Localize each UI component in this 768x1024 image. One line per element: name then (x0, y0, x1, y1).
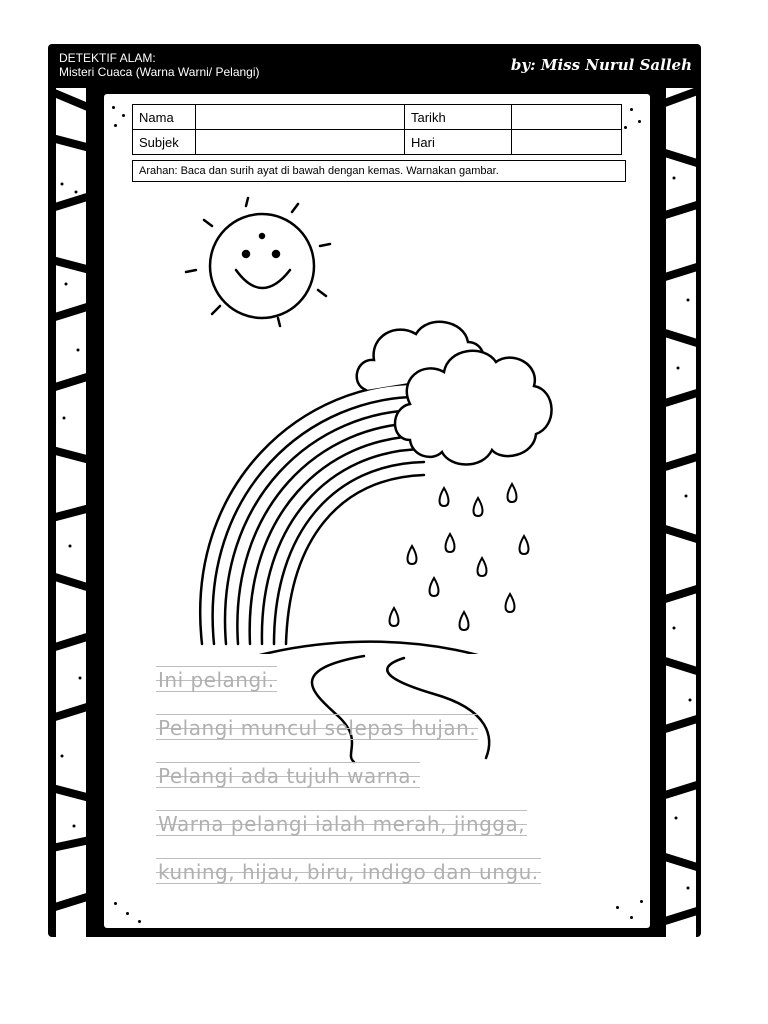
header-left (59, 51, 260, 79)
subjek-field[interactable] (196, 130, 405, 155)
rainbow-icon (200, 384, 424, 644)
decor-dot (114, 902, 117, 905)
decor-dot (112, 106, 115, 109)
worksheet-paper (104, 94, 650, 928)
hill-icon (190, 642, 544, 654)
tarikh-field[interactable] (512, 105, 622, 130)
decor-dot (138, 920, 141, 923)
tarikh-label: Tarikh (405, 105, 512, 130)
decor-dot (630, 108, 633, 111)
left-border-stripes (56, 88, 86, 937)
right-border-stripes (666, 88, 696, 937)
author-credit: by: Miss Nurul Salleh (510, 56, 692, 74)
path-icon (312, 656, 489, 762)
tracing-line-4: Warna pelangi ialah merah, jingga, (158, 812, 526, 836)
decor-dot (126, 912, 129, 915)
rainbow-illustration (104, 194, 650, 654)
subjek-label: Subjek (133, 130, 196, 155)
decor-dot (638, 120, 641, 123)
worksheet-subtitle: Misteri Cuaca (Warna Warni/ Pelangi) (59, 65, 260, 79)
instruction-box: Arahan: Baca dan surih ayat di bawah dengan kemas. Warnakan gambar. (132, 160, 626, 182)
decor-dot (640, 900, 643, 903)
sun-icon (186, 198, 330, 326)
nama-label: Nama (133, 105, 196, 130)
decor-dot (114, 124, 117, 127)
raindrop-icon (390, 484, 529, 630)
worksheet-title: DETEKTIF ALAM: (59, 51, 156, 65)
hari-field[interactable] (512, 130, 622, 155)
decor-dot (624, 126, 627, 129)
tracing-line-5: kuning, hijau, biru, indigo dan ungu. (158, 860, 539, 884)
decor-dot (122, 114, 125, 117)
nama-field[interactable] (196, 105, 405, 130)
decor-dot (616, 906, 619, 909)
student-info-table (132, 104, 622, 155)
tracing-line-1: Ini pelangi. (158, 668, 275, 692)
tracing-line-2: Pelangi muncul selepas hujan. (158, 716, 477, 740)
tracing-line-3: Pelangi ada tujuh warna. (158, 764, 418, 788)
decor-dot (630, 916, 633, 919)
hari-label: Hari (405, 130, 512, 155)
